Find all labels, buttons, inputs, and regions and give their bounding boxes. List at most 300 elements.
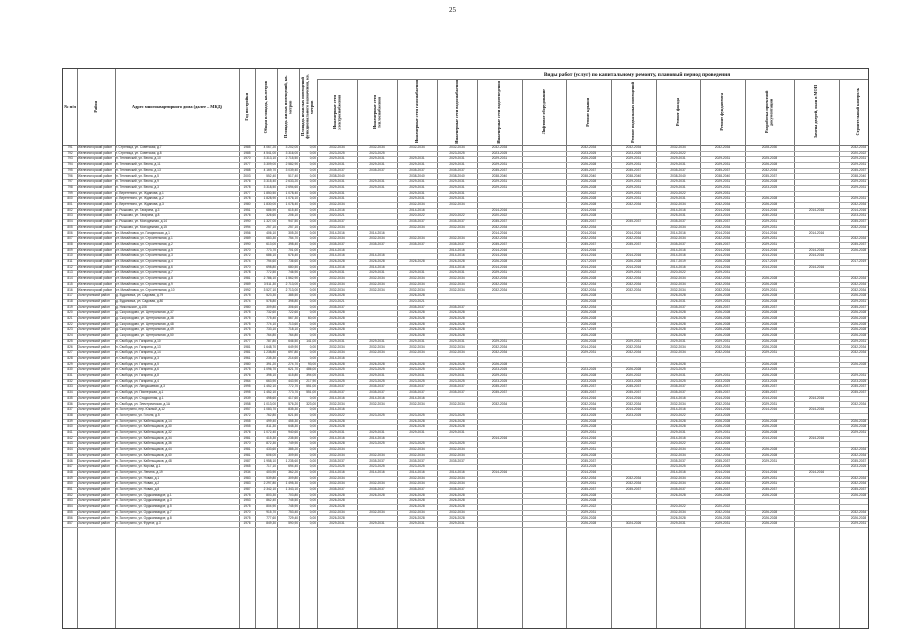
table-cell: 2032-2034 <box>625 401 642 406</box>
table-cell: 0,00 <box>309 145 316 149</box>
table-cell: 2029-2031 <box>449 196 465 201</box>
table-cell: 2035-2037 <box>714 487 731 491</box>
table-cell: 1983 <box>243 481 251 486</box>
table-cell: 2026-2028 <box>409 504 425 509</box>
header-work-5: Лифтовое оборудование <box>540 89 546 135</box>
table-cell: Железногорский район <box>78 253 113 258</box>
table-cell: 2035-2037 <box>449 487 465 491</box>
table-cell: 795 <box>67 167 73 172</box>
table-cell: 1981 <box>243 435 251 440</box>
table-cell: 1 850,50 <box>263 190 276 195</box>
table-cell: 1977 <box>243 338 251 343</box>
table-cell: с. Рышково, ул. Гагарина, д.3 <box>116 207 160 212</box>
header-work-9: Ремонт фундамента <box>719 93 725 131</box>
table-cell: 686,90 <box>266 207 276 212</box>
table-cell <box>478 521 521 527</box>
table-cell: 2032-2034 <box>369 401 385 406</box>
table-cell: 417,60 <box>288 395 298 400</box>
table-cell: 415,30 <box>266 435 276 440</box>
table-cell: 2020-2021 <box>329 298 345 303</box>
table-cell: 2014-2016 <box>761 253 778 258</box>
table-cell: 2025-2028 <box>761 156 778 161</box>
table-cell: Железногорский район <box>78 259 113 263</box>
table-cell: 2032-2034 <box>409 350 425 355</box>
table-cell: 2032-2034 <box>329 481 345 486</box>
table-cell: 1 083,70 <box>263 407 276 412</box>
table-cell: 2014-2016 <box>670 264 686 269</box>
table-cell: п. Свобода, ул. Гагарина, д.5 <box>116 361 159 366</box>
table-cell: 2029-2031 <box>449 430 465 434</box>
table-cell: Золотухинский район <box>78 481 110 486</box>
table-cell: 2035-2037 <box>850 241 867 246</box>
table-cell: 443,90 <box>288 378 298 383</box>
table-cell: 2032-2034 <box>714 276 731 281</box>
table-cell: 2035-2037 <box>491 384 508 389</box>
table-cell: 2026-2028 <box>850 424 867 429</box>
table-cell: 2029-2031 <box>625 270 642 275</box>
table-cell: 2014-2016 <box>714 230 731 235</box>
table-cell: 1 238,80 <box>263 350 276 355</box>
table-cell: 2023-2025 <box>625 378 642 383</box>
table-cell: 1 452,10 <box>263 390 276 395</box>
table-cell: 2023-2025 <box>761 378 778 383</box>
table-cell: п. Золотухино, ул. Кирова, д.1 <box>116 464 161 469</box>
table-cell: 764,80 <box>266 333 276 338</box>
table-cell: 2032-2034 <box>714 344 731 349</box>
table-cell: 2026-2028 <box>409 259 425 263</box>
table-cell: 2014-2016 <box>761 230 778 235</box>
table-cell: 1987 <box>243 458 251 463</box>
table-cell: 455,30 <box>288 418 298 423</box>
table-cell: ст. Михайловка, ул. Строительная, д.7 <box>116 270 173 275</box>
table-cell: 824 <box>67 333 73 338</box>
table-cell: 2032-2034 <box>625 287 642 292</box>
table-cell: 2014-2016 <box>670 230 686 235</box>
table-cell: 773,70 <box>288 390 298 395</box>
table-cell: 2026-2028 <box>449 504 465 509</box>
table-cell: 841 <box>67 430 73 434</box>
table-cell: 0,00 <box>309 452 316 457</box>
table-cell: 2 297,80 <box>263 481 276 486</box>
table-cell: 2029-2031 <box>670 338 686 343</box>
table-cell: 2026-2028 <box>761 333 778 338</box>
table-cell: 2029-2031 <box>670 196 686 201</box>
header-num: № п/п <box>64 104 76 110</box>
table-cell: Золотухинский район <box>78 310 110 315</box>
table-cell: 2032-2034 <box>329 236 345 241</box>
table-cell: п. Золотухино, ул. Новая, д.8 <box>116 487 160 491</box>
table-cell: 2026-2028 <box>449 498 465 503</box>
table-cell: 2014-2016 <box>449 469 465 474</box>
table-cell: 2014-2016 <box>670 207 686 212</box>
table-cell: 2029-2031 <box>409 373 425 377</box>
table-cell: 2026-2028 <box>714 259 731 263</box>
table-cell: 2038-2040 <box>850 173 867 178</box>
table-cell: 835,30 <box>288 407 298 412</box>
table-cell: 2035-2037 <box>670 384 686 389</box>
table-cell: 2026-2028 <box>670 327 686 332</box>
table-cell: 2035-2037 <box>449 458 465 463</box>
table-cell: 2026-2028 <box>761 430 778 434</box>
table-cell: 2032-2034 <box>580 224 597 229</box>
table-cell: 713,60 <box>288 321 298 326</box>
table-cell: 1 828,90 <box>263 196 276 201</box>
table-cell: 2029-2031 <box>850 184 867 189</box>
table-cell: 2026-2028 <box>761 447 778 452</box>
table-cell: 2026-2028 <box>625 367 642 372</box>
table-cell: 2014-2016 <box>808 407 825 412</box>
table-cell: п. Золотухино, ул. Кабельщиков, д.34 <box>116 435 172 440</box>
table-cell: Золотухинский район <box>78 293 110 298</box>
table-cell: Золотухинский район <box>78 321 110 326</box>
table-cell: 2032-2034 <box>850 145 867 149</box>
table-cell: 2035-2037 <box>369 167 385 172</box>
table-cell: 2014-2016 <box>329 230 345 235</box>
table-cell: 1976 <box>243 430 251 434</box>
table-cell: г. Стрелица, ул. Советская, д.7 <box>116 145 162 149</box>
table-cell: 853 <box>67 498 73 503</box>
table-cell: 0,00 <box>309 236 316 241</box>
header-living-area: Площадь жилых помещений, кв. метров <box>282 75 292 139</box>
table-cell: 1989 <box>243 281 251 286</box>
table-cell: 1 327,00 <box>263 219 276 224</box>
table-cell: 2029-2031 <box>329 270 345 275</box>
table-cell: 2029-2031 <box>580 430 597 434</box>
table-cell: 2017-2019 <box>580 327 597 332</box>
table-cell: 2023-2031 <box>850 213 867 218</box>
table-cell: 703,80 <box>288 492 298 497</box>
table-cell: 2026-2028 <box>761 509 778 514</box>
table-cell: 0,00 <box>309 464 316 469</box>
table-cell: 2032-2034 <box>409 452 425 457</box>
table-cell: 403,90 <box>266 469 276 474</box>
table-cell: 663,90 <box>266 378 276 383</box>
table-cell: 697,80 <box>288 350 298 355</box>
table-cell: 855 <box>67 509 73 514</box>
table-cell: 2026-2028 <box>761 373 778 377</box>
table-cell: 2023-2025 <box>409 367 425 372</box>
table-cell: 2032-2034 <box>329 509 345 514</box>
table-cell: 0,00 <box>309 407 316 412</box>
table-cell: п. Свобода, ул. Пионерская, д.1 <box>116 390 164 395</box>
table-cell: 807 <box>67 236 73 241</box>
table-cell: 2026-2028 <box>714 418 731 423</box>
table-cell: 2020-2022 <box>670 441 686 446</box>
table-cell: 694,40 <box>288 464 298 469</box>
table-cell: 2026-2028 <box>409 316 425 320</box>
table-cell: 2029-2031 <box>449 521 465 526</box>
table-cell: п. Золотухино, ул. Орджоникидзе, д.7 <box>116 509 172 514</box>
header-year: Год постройки <box>243 93 249 121</box>
table-cell: 2032-2034 <box>625 281 642 286</box>
table-cell: 1983 <box>243 475 251 480</box>
page-number: 25 <box>449 6 456 14</box>
table-cell: п. Свобода, ул. Ландышевая, д.3 <box>116 384 165 389</box>
table-cell: 1 958,10 <box>263 458 276 463</box>
table-cell: 2026-2028 <box>369 361 385 366</box>
table-cell: 2020-2022 <box>580 441 597 446</box>
table-cell: 833 <box>67 384 73 389</box>
table-cell: 2032-2034 <box>625 276 642 281</box>
table-cell: 2035-2037 <box>580 219 597 224</box>
table-cell: 2032-2034 <box>409 236 425 241</box>
table-cell: 676,40 <box>288 253 298 258</box>
table-cell: Золотухинский район <box>78 395 110 400</box>
table-cell: 2035-2037 <box>409 304 425 309</box>
table-cell: 2032-2034 <box>670 276 686 281</box>
table-cell: 2026-2028 <box>580 316 597 320</box>
table-cell: 2032-2034 <box>449 475 465 480</box>
table-cell: 2014-2016 <box>369 435 385 440</box>
table-cell: 1 076,10 <box>285 196 298 201</box>
table-cell: 2029-2031 <box>409 184 425 189</box>
table-cell: 2026-2028 <box>580 156 597 161</box>
table-cell: 2026-2028 <box>761 196 778 201</box>
table-cell: 2026-2028 <box>580 498 597 503</box>
table-cell: 0,00 <box>309 447 316 452</box>
table-cell: 2026-2028 <box>409 333 425 338</box>
table-cell: 2035-2037 <box>714 241 731 246</box>
table-cell: 2020-2022 <box>670 504 686 509</box>
table-cell: 2026-2028 <box>850 515 867 520</box>
table-cell: п. Золотухино, ул. Новая, д.2 <box>116 481 160 486</box>
table-cell: 722,60 <box>288 310 298 315</box>
table-cell: 1956 <box>243 230 251 235</box>
table-cell: 2029-2031 <box>714 373 731 377</box>
table-cell: 857 <box>67 521 73 526</box>
table-cell: 2035-2037 <box>409 390 425 395</box>
table-cell: 2035-2037 <box>329 390 345 395</box>
table-cell: 1992 <box>243 287 251 292</box>
table-cell: 2014-2016 <box>329 355 345 360</box>
table-cell: 3024-2026 <box>625 521 642 526</box>
table-cell: 0,00 <box>309 259 316 263</box>
table-cell: 2032-2034 <box>670 401 686 406</box>
table-cell: 809 <box>67 247 73 252</box>
table-cell: 2032-2034 <box>850 276 867 281</box>
table-cell: 2032-2034 <box>714 481 731 486</box>
table-cell: 2032-2034 <box>449 447 465 452</box>
table-cell: 2029-2031 <box>449 373 465 377</box>
table-cell: 1976 <box>243 179 251 184</box>
table-cell: 2032-2034 <box>670 236 686 241</box>
table-cell: 3 527,10 <box>263 287 276 292</box>
table-cell: 1975 <box>243 504 251 509</box>
table-cell: 2035-2037 <box>714 390 731 395</box>
table-cell: Золотухинский район <box>78 464 110 469</box>
table-cell: 1964 <box>243 378 251 383</box>
table-cell: д. Будановка, ул. Садовая, д.80 <box>116 298 164 303</box>
table-cell: 1990 <box>243 241 251 246</box>
table-cell: 2026-2028 <box>714 321 731 326</box>
table-cell: 2032-2034 <box>491 224 508 229</box>
table-cell: 821 <box>67 316 73 320</box>
table-cell: 2032-2034 <box>714 202 731 206</box>
table-cell: 2026-2028 <box>714 316 731 320</box>
table-cell: 2023-2025 <box>369 464 385 469</box>
table-cell: 2035-2037 <box>369 458 385 463</box>
table-cell: 825 <box>67 338 73 343</box>
table-cell: 2035-2037 <box>329 241 345 246</box>
table-cell: Железногорский район <box>78 190 113 195</box>
table-cell: Золотухинский район <box>78 458 110 463</box>
table-cell: 2029-2031 <box>449 270 465 275</box>
table-cell: 2032-2034 <box>329 145 345 149</box>
table-cell: д. Скороходово, ул. Центральная, д.37 <box>116 310 174 315</box>
table-cell: 3 316,00 <box>285 150 298 155</box>
table-cell: 851 <box>67 487 73 491</box>
table-cell: 2014-2016 <box>808 230 825 235</box>
table-cell: 2029-2031 <box>369 521 385 526</box>
table-cell: 3 309,00 <box>263 162 276 167</box>
table-cell: 2032-2034 <box>850 287 867 292</box>
table-cell: 0,00 <box>309 515 316 520</box>
table-cell: 746,90 <box>288 270 298 275</box>
table-cell: 2032-2034 <box>409 481 425 486</box>
table-cell: д. Скороходово, ул. Центральная, д.38 <box>116 316 174 320</box>
table-cell: 2014-2016 <box>808 435 825 440</box>
table-cell: 2026-2028 <box>449 361 465 366</box>
table-cell: 2026-2028 <box>580 424 597 429</box>
table-cell: 2014-2016 <box>329 407 345 412</box>
table-cell: 2023-2025 <box>580 412 597 417</box>
table-cell: 2029-2031 <box>714 179 731 184</box>
table-cell: 498,60 <box>266 395 276 400</box>
table-cell: 2032-2034 <box>714 401 731 406</box>
table-cell: 0,00 <box>309 230 316 235</box>
table-cell: 2032-2034 <box>329 475 345 480</box>
table-cell: 2026-2031 <box>670 298 686 303</box>
table-cell: 1980 <box>243 361 251 366</box>
table-cell: 2023-2025 <box>449 412 465 417</box>
table-cell: 2014-2016 <box>329 253 345 258</box>
table-cell: 2032-2034 <box>491 344 508 349</box>
table-cell: 2026-2028 <box>329 492 345 497</box>
table-cell: 206,10 <box>288 213 298 218</box>
table-cell: 803,30 <box>266 492 276 497</box>
table-cell: 217,90 <box>306 378 316 383</box>
table-cell: 214,60 <box>288 355 298 360</box>
table-cell: 606,00 <box>266 452 276 457</box>
table-cell: 0,00 <box>309 395 316 400</box>
table-cell: Железногорский район <box>78 184 113 189</box>
table-cell: 2026-2028 <box>761 361 778 366</box>
table-cell: 772,70 <box>288 384 298 389</box>
table-cell: 2014-2016 <box>714 264 731 269</box>
table-cell: 2020-2022 <box>491 213 508 218</box>
table-cell: 2026-2028 <box>580 162 597 167</box>
table-cell: 2029-2031 <box>409 162 425 167</box>
table-cell: 1976 <box>243 373 251 377</box>
table-cell: 2029-2031 <box>491 156 508 161</box>
table-cell: 2032-2034 <box>369 145 385 149</box>
table-cell: 274,70 <box>288 361 298 366</box>
table-cell: с. Веретенино, ул. Жданова, д.3 <box>116 202 164 206</box>
table-cell: 947,50 <box>288 219 298 224</box>
table-cell: п. Золотухино, ул. Орджоникидзе, д.5 <box>116 504 172 509</box>
table-cell: 2020-2022 <box>670 412 686 417</box>
table-cell: Железногорский район <box>78 276 113 281</box>
table-cell: 2032-2034 <box>714 236 731 241</box>
table-cell: 2035-2037 <box>670 458 686 463</box>
table-cell: 2032-2034 <box>329 350 345 355</box>
table-cell: 717,10 <box>266 464 276 469</box>
table-cell: Железногорский район <box>78 219 113 224</box>
table-cell: 0,00 <box>309 281 316 286</box>
table-cell: 2026-2028 <box>761 327 778 332</box>
table-cell: 2026-2028 <box>491 259 508 263</box>
table-cell: 2032-2034 <box>625 344 642 349</box>
table-cell: 499,40 <box>266 418 276 423</box>
table-cell: 2026-2028 <box>580 338 597 343</box>
table-cell: 2029-2031 <box>449 162 465 167</box>
table-cell: 2023-2025 <box>491 378 508 383</box>
table-cell: 1970 <box>243 247 251 252</box>
table-cell: 0,00 <box>309 344 316 349</box>
table-cell: 551,00 <box>306 384 316 389</box>
header-work-10: Разработка проектной документации <box>764 90 774 134</box>
table-cell: 2029-2031 <box>625 179 642 184</box>
table-cell: 2026-2028 <box>329 327 345 332</box>
table-cell: 2017-2019 <box>580 259 597 263</box>
table-cell: п. Золотухино, ул. Орджоникидзе, д.8 <box>116 515 172 520</box>
table-cell: 2029-2031 <box>491 179 508 184</box>
table-cell: 0,00 <box>309 190 316 195</box>
table-cell: 0,00 <box>309 504 316 509</box>
table-cell: 2029-2031 <box>670 373 686 377</box>
table-cell: 764,80 <box>288 333 298 338</box>
table-cell: Золотухинский район <box>78 327 110 332</box>
table-cell: 2017-2019 <box>670 259 686 263</box>
table-cell: 2023-2025 <box>580 367 597 372</box>
table-cell: Железногорский район <box>78 162 113 167</box>
table-cell: 2026-2028 <box>850 321 867 326</box>
table-cell: 2014-2016 <box>714 435 731 440</box>
table-cell: 2026-2028 <box>714 515 731 520</box>
table-cell: 802 <box>67 207 73 212</box>
table-cell: 2032-2034 <box>625 202 642 206</box>
table-cell: 0,00 <box>309 469 316 474</box>
table-cell: 2026-2028 <box>449 424 465 429</box>
table-cell: 801 <box>67 202 73 206</box>
table-cell: 309,50 <box>288 452 298 457</box>
table-cell: 2014-2016 <box>580 344 597 349</box>
table-cell: 2014-2016 <box>580 407 597 412</box>
table-cell: 2032-2034 <box>449 350 465 355</box>
table-cell: п. Золотухино, ул. Кабельщиков, д.32 <box>116 430 172 434</box>
table-cell: 2035-2037 <box>329 487 345 491</box>
table-cell: 1 562,90 <box>285 276 298 281</box>
table-cell: п. Золотухино, ул. Новая, д.1 <box>116 475 160 480</box>
header-work-8: Ремонт фасада <box>674 98 680 126</box>
table-cell: 1985 <box>243 150 251 155</box>
table-cell: 2035-2037 <box>449 384 465 389</box>
table-cell: 0,00 <box>309 196 316 201</box>
table-cell: 2029-2031 <box>761 475 778 480</box>
table-cell: 2035-2037 <box>329 167 345 172</box>
table-cell: 2023-2025 <box>449 441 465 446</box>
table-cell: 2035-2037 <box>714 304 731 309</box>
table-cell: 2032-2034 <box>449 281 465 286</box>
table-cell: 2038-2040 <box>491 173 508 178</box>
table-cell: 2035-2037 <box>670 167 686 172</box>
table-cell: 2035-2037 <box>761 304 778 309</box>
table-cell: 2014-2016 <box>580 395 597 400</box>
table-cell: 2026-2028 <box>761 293 778 298</box>
table-cell: 2035-2037 <box>850 390 867 395</box>
table-cell: 2035-2037 <box>714 167 731 172</box>
table-cell: 2014-2016 <box>580 253 597 258</box>
